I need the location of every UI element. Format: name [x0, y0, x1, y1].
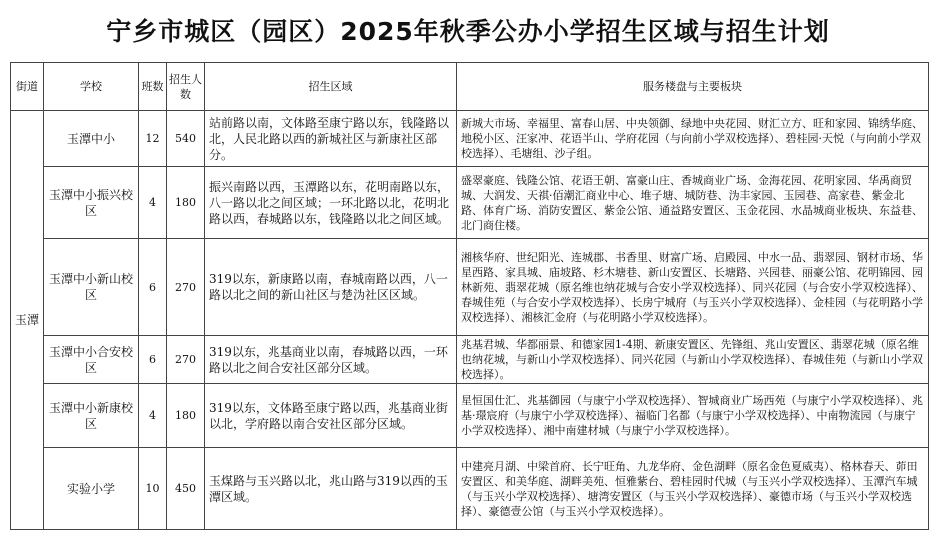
header-zone: 招生区域	[205, 63, 457, 111]
zone-cell: 319以东，新康路以南，春城南路以西，八一路以北之间的新山社区与楚沩社区区域。	[205, 239, 457, 336]
classes-cell: 6	[139, 239, 167, 336]
students-cell: 540	[167, 111, 205, 167]
school-cell: 实验小学	[44, 448, 139, 530]
school-cell: 玉潭中小振兴校区	[44, 167, 139, 239]
classes-cell: 4	[139, 167, 167, 239]
header-school: 学校	[44, 63, 139, 111]
zone-cell: 玉煤路与玉兴路以北，兆山路与319以西的玉潭区域。	[205, 448, 457, 530]
students-cell: 270	[167, 336, 205, 384]
table-header-row	[11, 63, 929, 111]
service-cell: 湘核华府、世纪阳光、连城郡、书香里、财富广场、启殿园、中水一品、翡翠园、钢材市场、华星西路、家具城、庙坡路、杉木塘巷、新山安置区、长塘路、兴园巷、丽豪公馆、花明锦园、园林新苑、翡翠花城（原名维也纳花城与合安小学双校选择）、同兴花园（与合安小学双校选择）、春城佳苑（与合安小学双校选择）、长房宁城府（与玉兴小学双校选择）、金桂园（与花明路小学双校选择）、湘核汇金府（与花明路小学双校选择）。	[457, 239, 929, 336]
table-row	[11, 336, 929, 384]
classes-cell: 10	[139, 448, 167, 530]
students-cell: 450	[167, 448, 205, 530]
service-cell: 中建亮月湖、中梁首府、长宁旺角、九龙华府、金色湖畔（原名金色夏威夷）、格林春天、茆田安置区、和美华庭、湖畔美苑、恒雅紫台、碧桂园时代城（与玉兴小学双校选择）、玉潭汽车城（与玉兴小学双校选择）、塘湾安置区（与玉兴小学双校选择）、豪德市场（与玉兴小学双校选择）、豪德壹公馆（与玉兴小学双校选择）。	[457, 448, 929, 530]
header-classes: 班数	[139, 63, 167, 111]
page-title: 宁乡市城区（园区）2025年秋季公办小学招生区域与招生计划	[106, 17, 830, 46]
zone-cell: 319以东，文体路至康宁路以西，兆基商业街以北，学府路以南合安社区部分区域。	[205, 384, 457, 448]
classes-cell: 6	[139, 336, 167, 384]
school-cell: 玉潭中小合安校区	[44, 336, 139, 384]
service-cell: 盛翠豪庭、钱隆公馆、花语王朝、富豪山庄、香城商业广场、金海花园、花明家园、华禹商贸城、大润发、天祺·佰潮汇商业中心、堆子塘、城防巷、沩丰家园、玉园巷、高家巷、紫金北路、体育广场、消防安置区、紫金公馆、通益路安置区、玉金花园、水晶城商业板块、东益巷、北门商住楼。	[457, 167, 929, 239]
enrollment-table	[10, 62, 929, 530]
zone-cell: 319以东，兆基商业以南，春城路以西，一环路以北之间合安社区部分区域。	[205, 336, 457, 384]
service-cell: 星恒国仕汇、兆基御园（与康宁小学双校选择）、智城商业广场西苑（与康宁小学双校选择）、兆基·璟宸府（与康宁小学双校选择）、福临门名都（与康宁小学双校选择）、中南物流园（与康宁小学双校选择）、湘中南建材城（与康宁小学双校选择）。	[457, 384, 929, 448]
school-cell: 玉潭中小新康校区	[44, 384, 139, 448]
header-students: 招生人数	[167, 63, 205, 111]
zone-cell: 站前路以南，文体路至康宁路以东，钱隆路以北，人民北路以西的新城社区与新康社区部分。	[205, 111, 457, 167]
school-cell: 玉潭中小	[44, 111, 139, 167]
zone-cell: 振兴南路以西，玉潭路以东，花明南路以东，八一路以北之间区域；一环北路以北，花明北路以西，春城路以东，钱隆路以北之间区域。	[205, 167, 457, 239]
service-cell: 兆基君城、华都丽景、和德家园1-4期、新康安置区、先锋组、兆山安置区、翡翠花城（原名维也纳花城，与新山小学双校选择）、同兴花园（与新山小学双校选择）、春城佳苑（与新山小学双校选择）。	[457, 336, 929, 384]
header-street: 街道	[11, 63, 44, 111]
header-service: 服务楼盘与主要板块	[457, 63, 929, 111]
table-row	[11, 167, 929, 239]
table-row	[11, 384, 929, 448]
classes-cell: 12	[139, 111, 167, 167]
service-cell: 新城大市场、幸福里、富春山居、中央领御、绿地中央花园、财汇立方、旺和家园、锦绣华庭、地税小区、汪家冲、花语半山、学府花园（与向前小学双校选择）、碧桂园·天悦（与向前小学双校选择）、毛塘组、沙子组。	[457, 111, 929, 167]
table-row	[11, 239, 929, 336]
students-cell: 180	[167, 384, 205, 448]
classes-cell: 4	[139, 384, 167, 448]
table-row	[11, 111, 929, 167]
students-cell: 180	[167, 167, 205, 239]
students-cell: 270	[167, 239, 205, 336]
table-row	[11, 448, 929, 530]
street-cell: 玉潭	[11, 111, 44, 530]
school-cell: 玉潭中小新山校区	[44, 239, 139, 336]
